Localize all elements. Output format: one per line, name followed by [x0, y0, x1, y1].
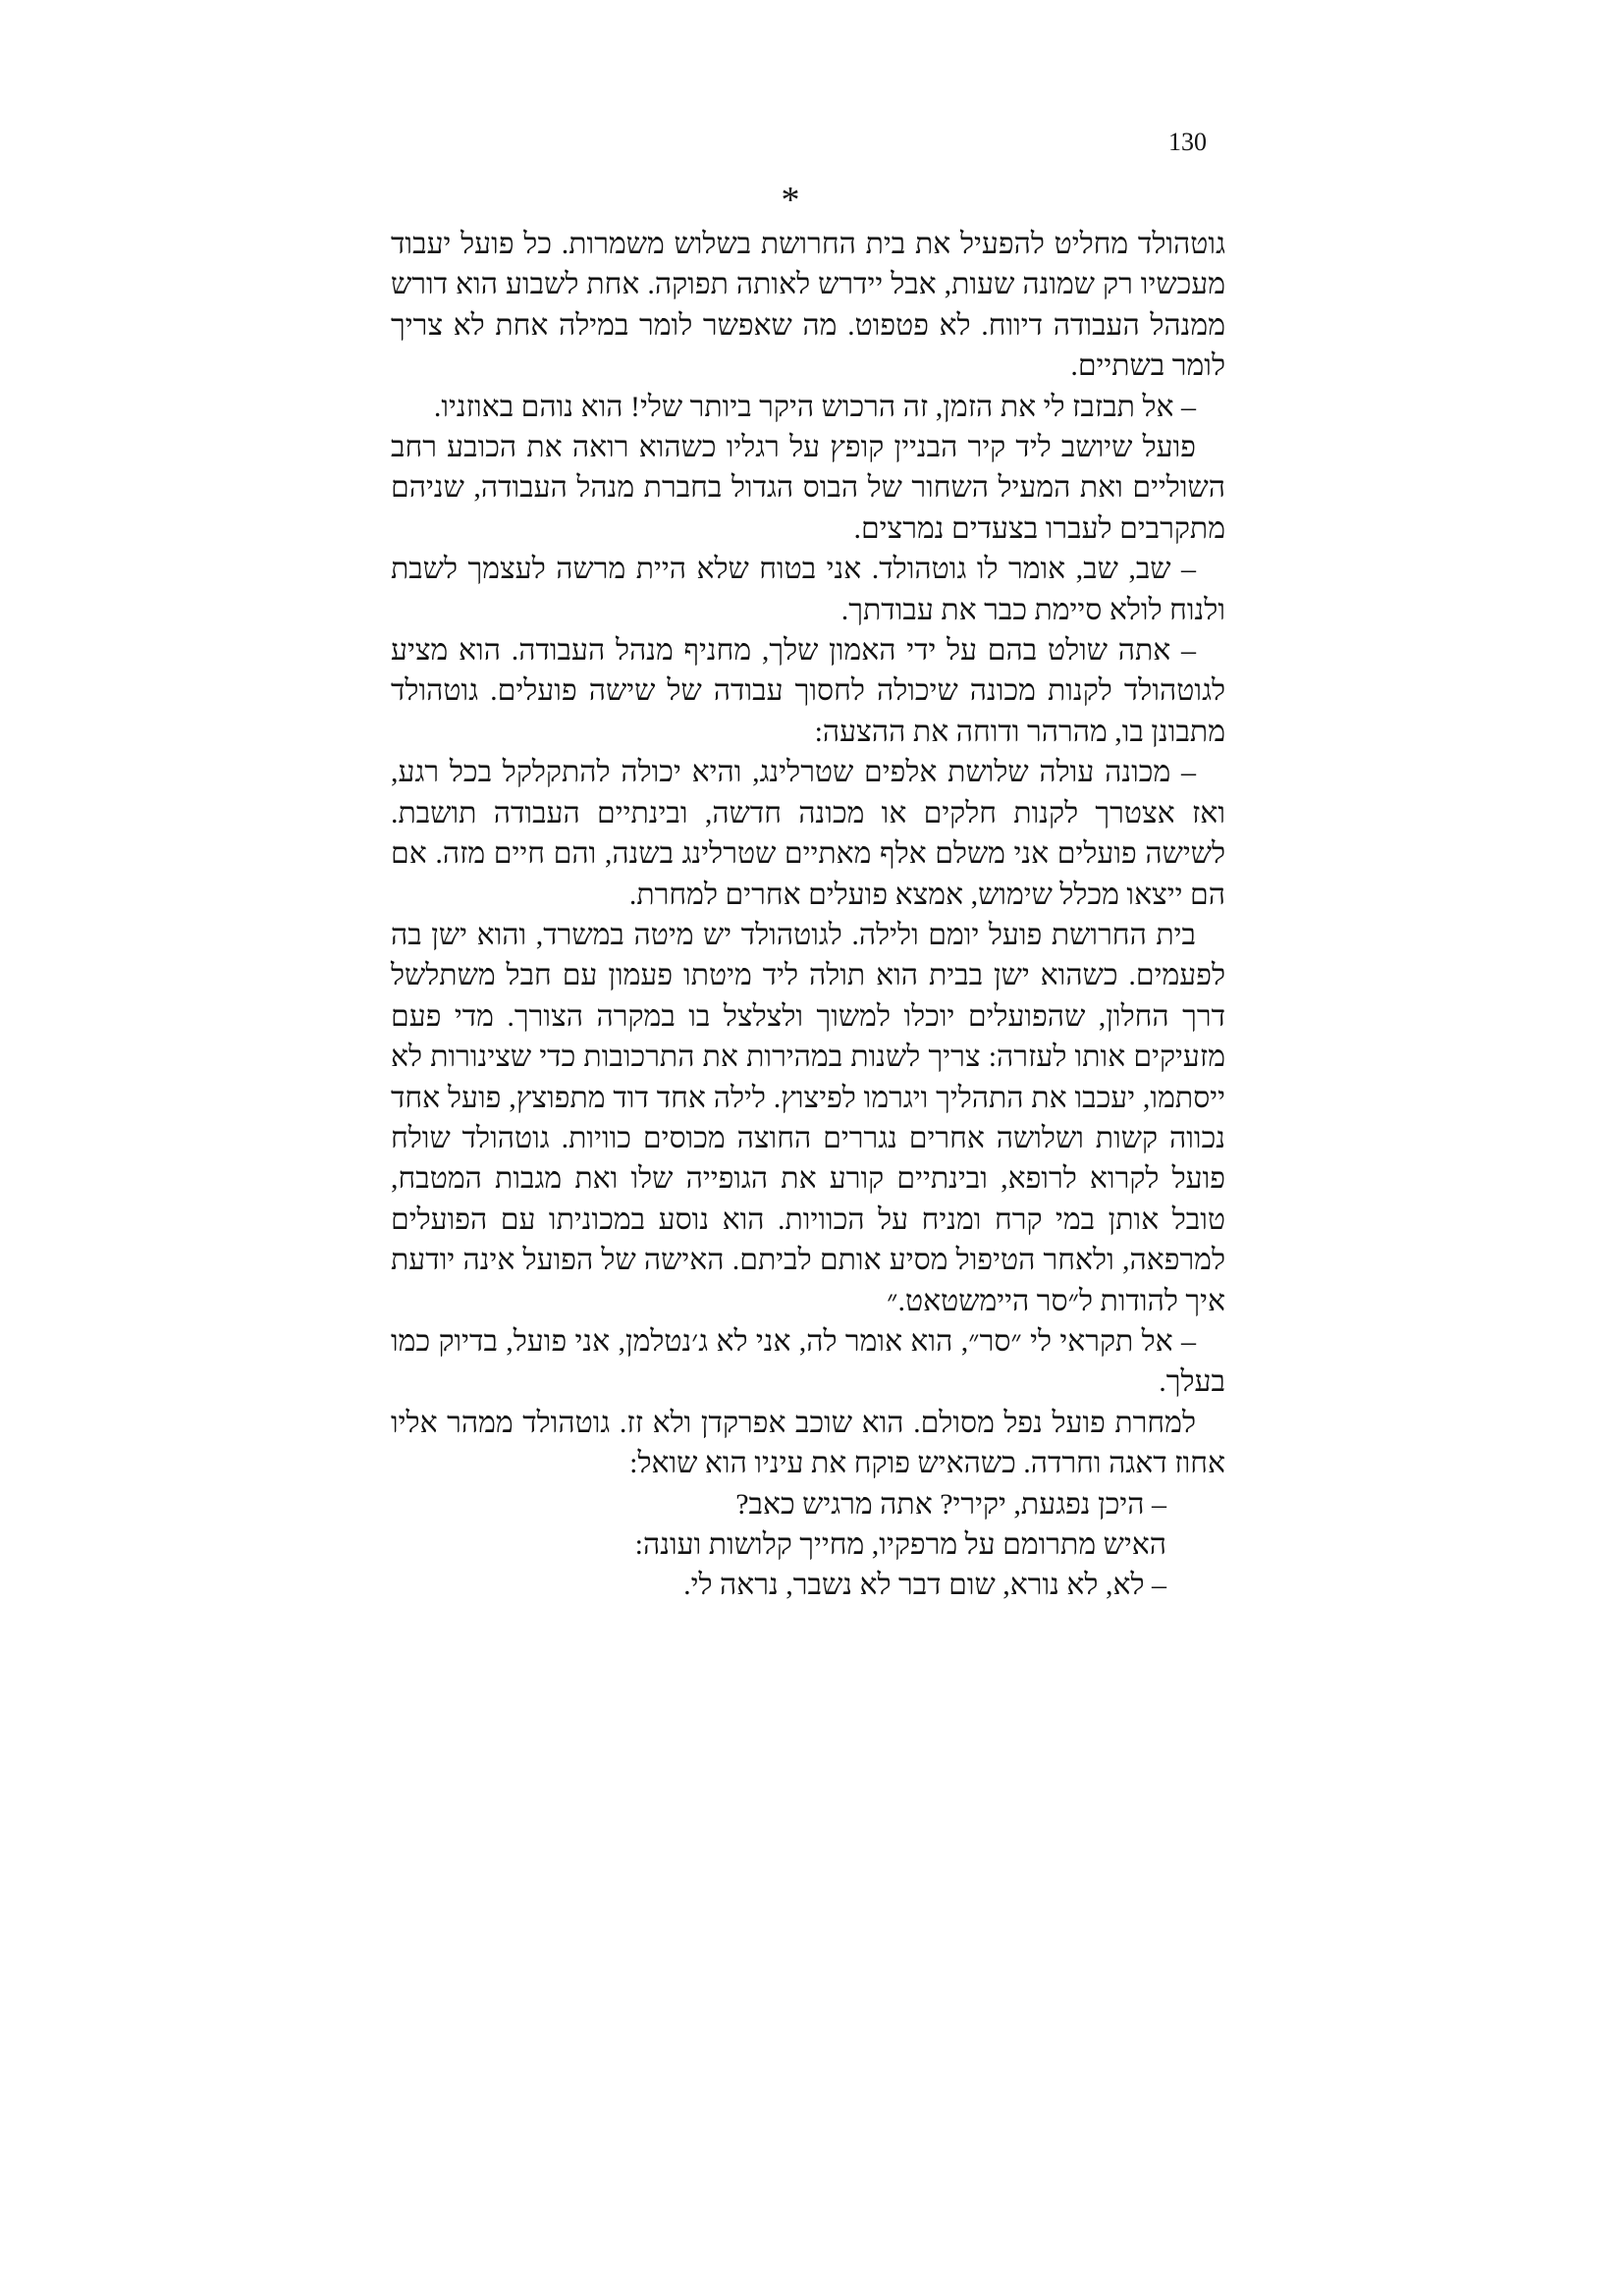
paragraph: גוטהולד מחליט להפעיל את בית החרושת בשלוש משמרות. כל פועל יעבוד מעכשיו רק שמונה שעות, אבל יידרש לאותה תפוקה. אחת לשבוע הוא דורש ממנהל העבודה דיווח. לא פטפוט. מה שאפשר לומר במילה אחת לא צריך לומר בשתיים. — [391, 228, 1225, 383]
paragraph: – אל תבזבז לי את הזמן, זה הרכוש היקר ביותר שלי! הוא נוהם באוזניו. — [433, 390, 1196, 423]
paragraph: למחרת פועל נפל מסולם. הוא שוכב אפרקדן ולא זז. גוטהולד ממהר אליו אחוז דאגה וחרדה. כשהאיש פוקח את עיניו הוא שואל: — [391, 1406, 1225, 1480]
paragraph: בית החרושת פועל יומם ולילה. לגוטהולד יש מיטה במשרד, והוא ישן בה לפעמים. כשהוא ישן בבית הוא תולה ליד מיטתו פעמון עם חבל משתלשל דרך החלון, שהפועלים יוכלו למשוך ולצלצל בו במקרה הצורך. מדי פעם מזעיקים אותו לעזרה: צריך לשנות במהירות את התרכובות כדי שצינורות לא ייסתמו, יעכבו את התהליך ויגרמו לפיצוץ. לילה אחד דוד מתפוצץ, פועל אחד נכווה קשות ושלושה אחרים נגררים החוצה מכוסים כוויות. גוטהולד שולח פועל לקרוא לרופא, ובינתיים קורע את הגופייה שלו ואת מגבות המטבח, טובל אותן במי קרח ומניח על הכוויות. הוא נוסע במכוניתו עם הפועלים למרפאה, ולאחר הטיפול מסיע אותם לביתם. האישה של הפועל אינה יודעת איך להודות ל״סר היימשטאט.״ — [391, 918, 1225, 1317]
page-number: 130 — [1168, 128, 1207, 156]
paragraph: – שב, שב, אומר לו גוטהולד. אני בטוח שלא היית מרשה לעצמך לשבת ולנוח לולא סיימת כבר את עבודתך. — [391, 553, 1225, 626]
paragraph: פועל שיושב ליד קיר הבניין קופץ על רגליו כשהוא רואה את הכובע רחב השוליים ואת המעיל השחור של הבוס הגדול בחברת מנהל העבודה, שניהם מתקרבים לעברו בצעדים נמרצים. — [391, 431, 1225, 545]
paragraph: – מכונה עולה שלושת אלפים שטרלינג, והיא יכולה להתקלקל בכל רגע, ואז אצטרך לקנות חלקים או מכונה חדשה, ובינתיים העבודה תושבת. לשישה פועלים אני משלם אלף מאתיים שטרלינג בשנה, והם חיים מזה. אם הם ייצאו מכלל שימוש, אמצא פועלים אחרים למחרת. — [391, 756, 1225, 911]
body-text — [391, 224, 1225, 1606]
paragraph: – לא, לא נורא, שום דבר לא נשבר, נראה לי. — [683, 1569, 1166, 1602]
paragraph: – היכן נפגעת, יקירי? אתה מרגיש כאב? — [735, 1487, 1166, 1521]
paragraph: – אל תקראי לי ״סר״, הוא אומר לה, אני לא ג׳נטלמן, אני פועל, בדיוק כמו בעלך. — [391, 1324, 1225, 1399]
section-separator: * — [781, 180, 800, 221]
paragraph: – אתה שולט בהם על ידי האמון שלך, מחניף מנהל העבודה. הוא מציע לגוטהולד לקנות מכונה שיכולה לחסוך עבודה של שישה פועלים. גוטהולד מתבונן בו, מהרהר ודוחה את ההצעה: — [391, 634, 1225, 748]
paragraph: האיש מתרומם על מרפקיו, מחייך קלושות ועונה: — [634, 1528, 1166, 1561]
